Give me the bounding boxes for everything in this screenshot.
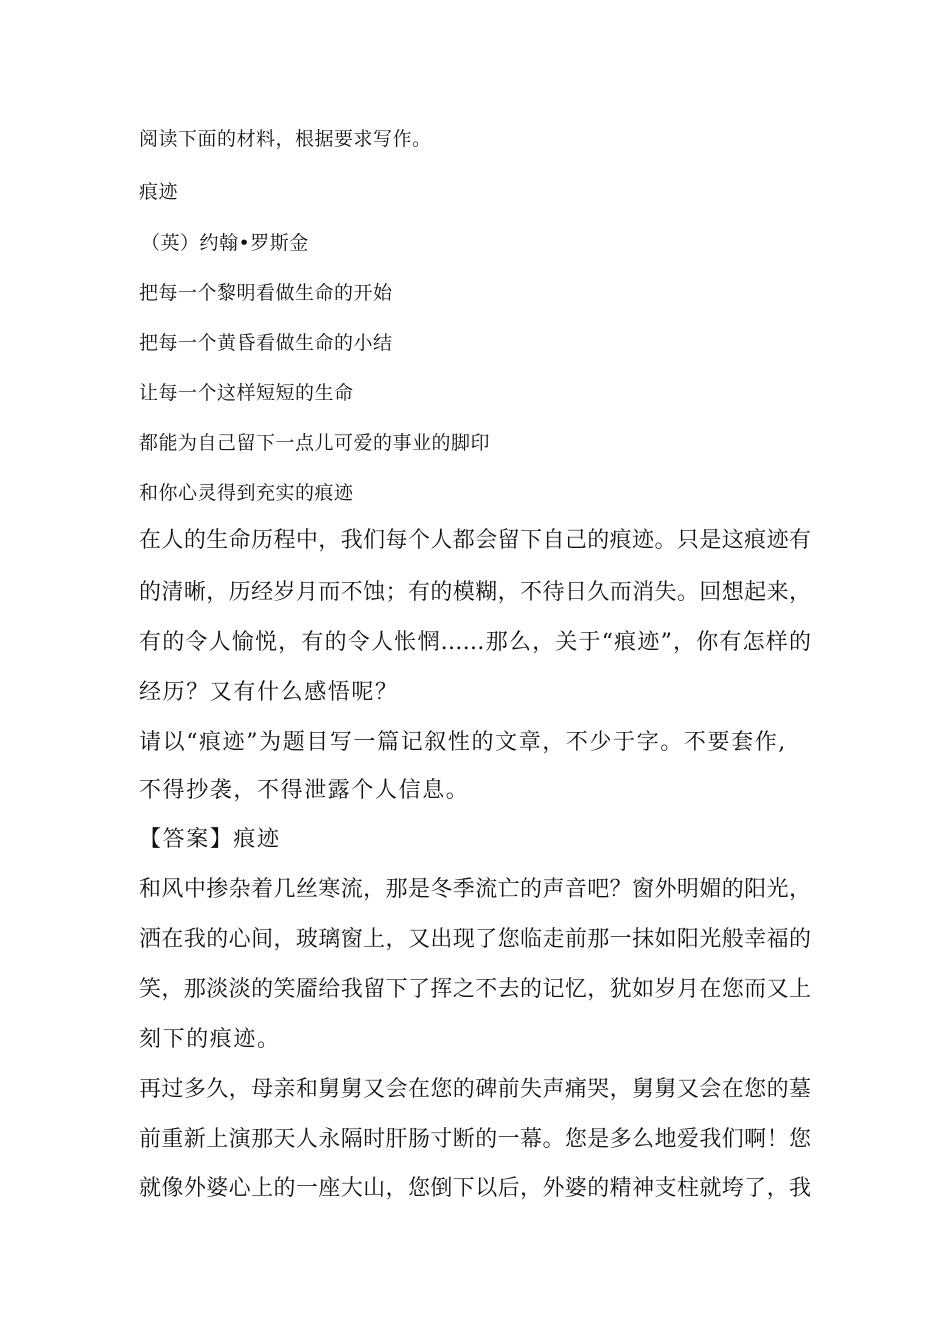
requirement-line: 请以“痕迹”为题目写一篇记叙性的文章，不少于字。不要套作, — [139, 730, 787, 755]
requirement-line: 不得抄袭，不得泄露个人信息。 — [139, 778, 470, 803]
prompt-line: 的清晰，历经岁月而不蚀；有的模糊，不待日久而消失。回想起来， — [139, 580, 811, 605]
poem-title: 痕迹 — [139, 181, 179, 203]
prompt-line: 在人的生命历程中，我们每个人都会留下自己的痕迹。只是这痕迹有 — [139, 528, 811, 553]
instruction-text: 阅读下面的材料，根据要求写作。 — [139, 128, 432, 150]
answer-paragraph-line: 洒在我的心间，玻璃窗上，又出现了您临走前那一抹如阳光般幸福的 — [139, 927, 811, 952]
answer-paragraph-line: 就像外婆心上的一座大山，您倒下以后，外婆的精神支柱就垮了，我 — [139, 1176, 811, 1201]
answer-paragraph-line: 和风中掺杂着几丝寒流，那是冬季流亡的声音吧？窗外明媚的阳光， — [139, 877, 811, 902]
answer-paragraph-line: 笑，那淡淡的笑靥给我留下了挥之不去的记忆，犹如岁月在您而又上 — [139, 977, 811, 1002]
answer-paragraph-line: 刻下的痕迹。 — [139, 1027, 281, 1052]
poem-line: 让每一个这样短短的生命 — [139, 382, 354, 404]
poem-line: 和你心灵得到充实的痕迹 — [139, 482, 354, 504]
prompt-line: 有的令人愉悦，有的令人怅惘……那么，关于“痕迹”，你有怎样的 — [139, 630, 811, 655]
poem-author: （英）约翰•罗斯金 — [141, 232, 309, 254]
answer-paragraph-line: 前重新上演那天人永隔时肝肠寸断的一幕。您是多么地爱我们啊！您 — [139, 1127, 811, 1152]
poem-line: 把每一个黄昏看做生命的小结 — [139, 332, 393, 354]
poem-line: 都能为自己留下一点儿可爱的事业的脚印 — [139, 432, 491, 454]
poem-line: 把每一个黎明看做生命的开始 — [139, 282, 393, 304]
prompt-line: 经历？又有什么感悟呢？ — [139, 680, 399, 705]
answer-paragraph-line: 再过多久，母亲和舅舅又会在您的碑前失声痛哭，舅舅又会在您的墓 — [139, 1077, 811, 1102]
answer-heading: 【答案】痕迹 — [139, 827, 281, 852]
